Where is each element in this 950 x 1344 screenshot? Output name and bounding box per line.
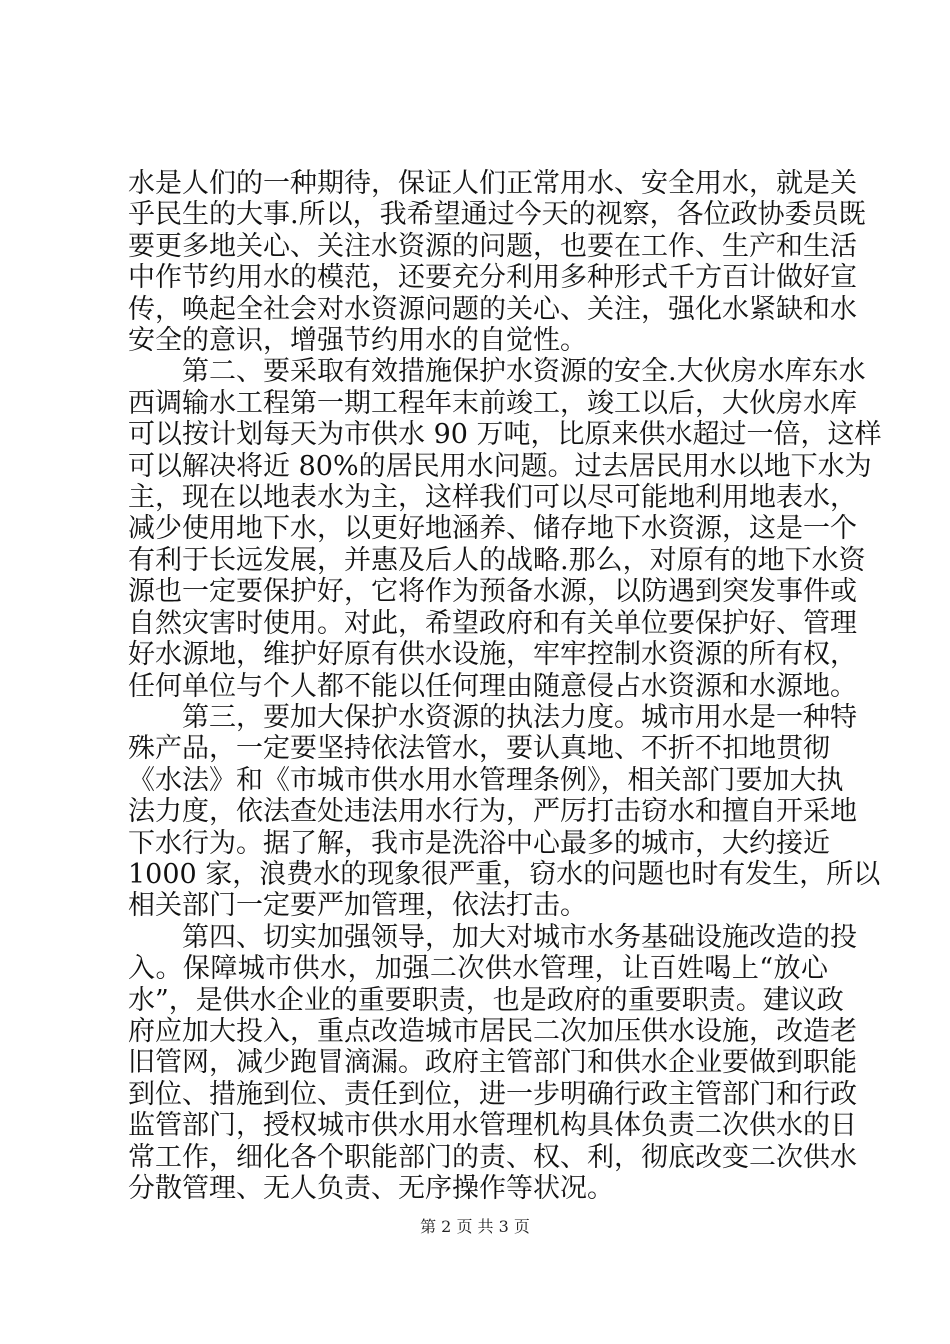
page-number-footer: 第 2 页 共 3 页 <box>420 1217 530 1236</box>
text-line: 好水源地，维护好原有供水设施，牢牢控制水资源的所有权， <box>128 639 857 671</box>
text-line: 减少使用地下水，以更好地涵养、储存地下水资源，这是一个 <box>128 513 857 545</box>
text-line: 乎民生的大事.所以，我希望通过今天的视察，各位政协委员既 <box>128 199 866 231</box>
text-line: 传，唤起全社会对水资源问题的关心、关注，强化水紧缺和水 <box>128 293 857 325</box>
paragraph-1 <box>128 168 866 357</box>
text-line: 常工作，细化各个职能部门的责、权、利，彻底改变二次供水 <box>128 1141 857 1173</box>
text-line: 法力度，依法查处违法用水行为，严厉打击窃水和擅自开采地 <box>128 796 857 828</box>
text-line: 自然灾害时使用。对此，希望政府和有关单位要保护好、管理 <box>128 607 857 639</box>
text-line: 到位、措施到位、责任到位，进一步明确行政主管部门和行政 <box>128 1078 857 1110</box>
text-line: 殊产品，一定要坚持依法管水，要认真地、不折不扣地贯彻 <box>128 733 830 765</box>
text-line: 第三，要加大保护水资源的执法力度。城市用水是一种特 <box>182 701 857 733</box>
text-line: 监管部门，授权城市供水用水管理机构具体负责二次供水的日 <box>128 1110 857 1142</box>
text-line: 《水法》和《市城市供水用水管理条例》，相关部门要加大执 <box>128 764 844 796</box>
text-line: 旧管网，减少跑冒滴漏。政府主管部门和供水企业要做到职能 <box>128 1047 857 1079</box>
paragraph-2 <box>128 356 882 702</box>
text-line: 要更多地关心、关注水资源的问题，也要在工作、生产和生活 <box>128 230 857 262</box>
text-line: 任何单位与个人都不能以任何理由随意侵占水资源和水源地。 <box>128 670 857 702</box>
text-line: 中作节约用水的模范，还要充分利用多种形式千方百计做好宣 <box>128 262 857 294</box>
text-line: 府应加大投入，重点改造城市居民二次加压供水设施，改造老 <box>128 1015 857 1047</box>
text-line: 水是人们的一种期待，保证人们正常用水、安全用水，就是关 <box>128 168 857 199</box>
text-line: 可以解决将近 80%的居民用水问题。过去居民用水以地下水为 <box>128 450 872 482</box>
text-line: 有利于长远发展，并惠及后人的战略.那么，对原有的地下水资 <box>128 544 866 576</box>
text-line: 1000 家，浪费水的现象很严重，窃水的问题也时有发生，所以 <box>128 858 881 890</box>
text-line: 第二、要采取有效措施保护水资源的安全.大伙房水库东水 <box>182 356 866 388</box>
text-line: 源也一定要保护好，它将作为预备水源，以防遇到突发事件或 <box>128 576 857 608</box>
text-line: 入。保障城市供水，加强二次供水管理，让百姓喝上“放心 <box>128 953 828 985</box>
paragraph-4 <box>128 921 857 1205</box>
text-line: 第四、切实加强领导，加大对城市水务基础设施改造的投 <box>182 921 857 953</box>
text-line: 相关部门一定要严加管理，依法打击。 <box>128 890 587 922</box>
text-line: 水”，是供水企业的重要职责，也是政府的重要职责。建议政 <box>128 984 844 1016</box>
text-line: 安全的意识，增强节约用水的自觉性。 <box>128 325 587 357</box>
text-line: 西调输水工程第一期工程年末前竣工，竣工以后，大伙房水库 <box>128 387 857 419</box>
text-line: 分散管理、无人负责、无序操作等状况。 <box>128 1173 614 1204</box>
document-body <box>128 168 882 1204</box>
text-line: 下水行为。据了解，我市是洗浴中心最多的城市，大约接近 <box>128 827 830 859</box>
text-line: 主，现在以地表水为主，这样我们可以尽可能地利用地表水， <box>128 482 857 514</box>
paragraph-3 <box>128 701 881 922</box>
text-line: 可以按计划每天为市供水 90 万吨，比原来供水超过一倍，这样 <box>128 419 882 451</box>
